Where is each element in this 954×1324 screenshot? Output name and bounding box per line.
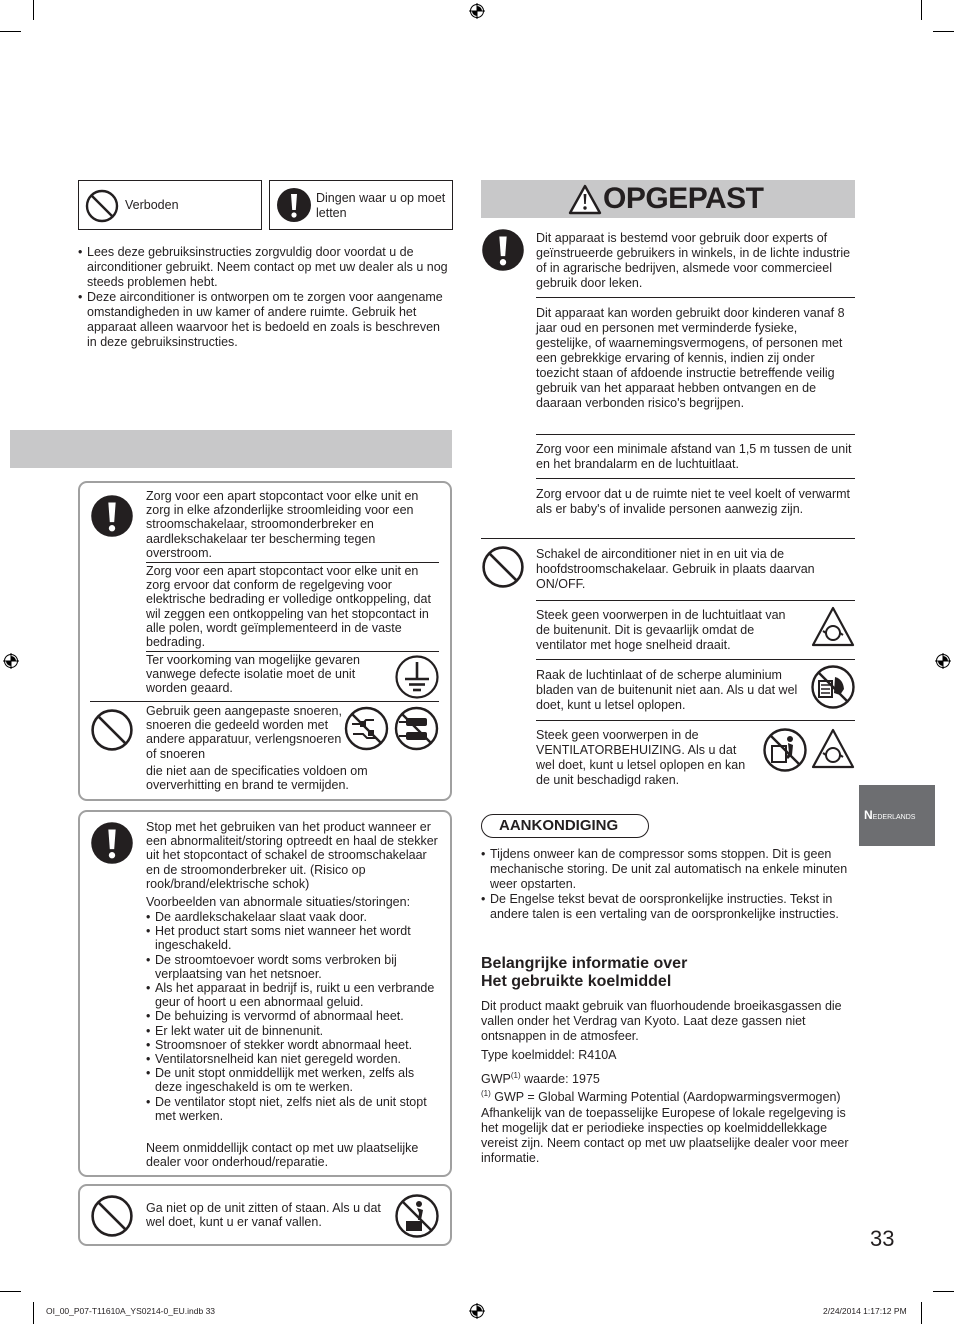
prohibited-icon bbox=[90, 708, 134, 752]
divider bbox=[536, 659, 855, 660]
caution-prohibited-1: Schakel de airconditioner niet in en uit via de hoofdstroomschakelaar. Gebruik in plaats daarvan ON/OFF. bbox=[536, 547, 815, 591]
legend-prohibited-label: Verboden bbox=[125, 198, 179, 212]
footer-date: 2/24/2014 1:17:12 PM bbox=[823, 1306, 907, 1316]
caution-mandatory-4: Zorg ervoor dat u de ruimte niet te veel koelt of verwarmt als er baby's of invalide personen aanwezig zijn. bbox=[536, 487, 851, 516]
warning-triangle-icon bbox=[568, 184, 602, 215]
footer-file: OI_00_P07-T11610A_YS0214-0_EU.indb 33 bbox=[46, 1306, 216, 1316]
intro-bullets bbox=[78, 245, 453, 350]
no-standing-on-unit-icon bbox=[395, 1194, 439, 1238]
list-item: • De Engelse tekst bevat de oorspronkelijke instructies. Tekst in andere talen is een vertaling van de oorspronkelijke instructies. bbox=[481, 892, 851, 922]
panel2-examples bbox=[146, 910, 442, 1123]
list-item: • Als het apparaat in bedrijf is, ruikt u een verbrande geur of hoort u een abnormaal geluid. bbox=[146, 981, 442, 1009]
panel2-examples-heading: Voorbeelden van abnormale situaties/storingen: bbox=[146, 895, 411, 909]
refrigerant-gwp bbox=[481, 1068, 600, 1087]
list-item: • De unit stopt onmiddellijk met werken, zelfs als deze ingeschakeld is om te werken. bbox=[146, 1066, 442, 1094]
prohibited-icon bbox=[85, 189, 119, 223]
divider bbox=[536, 297, 855, 298]
mandatory-icon bbox=[276, 187, 312, 223]
divider bbox=[536, 600, 855, 601]
divider bbox=[536, 478, 855, 479]
fan-hazard-triangle-icon bbox=[811, 728, 855, 770]
language-tab-initial: N bbox=[864, 808, 873, 822]
refrigerant-heading-line-2: Het gebruikte koelmiddel bbox=[481, 973, 672, 990]
list-item: • Er lekt water uit de binnenunit. bbox=[146, 1024, 442, 1038]
prohibited-icon bbox=[481, 545, 525, 589]
section-header-bar bbox=[10, 430, 452, 468]
divider bbox=[536, 434, 855, 435]
panel1-text-2: Zorg voor een apart stopcontact voor elke unit en zorg ervoor dat conform de regelgeving voor elektrische bedrading er volledige ontkoppeling, dat wil zeggen een ontkoppeling van het stopcontact in alle polen, wordt geïmplementeerd in de vaste bedrading. bbox=[146, 564, 431, 650]
panel3-text: Ga niet op de unit zitten of staan. Als u dat wel doet, kunt u er vanaf vallen. bbox=[146, 1201, 381, 1230]
panel2-outro: Neem onmiddellijk contact op met uw plaatselijke dealer voor onderhoud/reparatie. bbox=[146, 1141, 419, 1170]
legend-must-follow-label: Dingen waar u op moet letten bbox=[316, 191, 446, 220]
panel1-text-1: Zorg voor een apart stopcontact voor elke unit en zorg in elke afzonderlijke stroomleiding voor een stroomschakelaar, stroomonderbreker en aardlekschakelaar ter bescherming tegen overstroom. bbox=[146, 489, 419, 560]
registration-mark-left bbox=[3, 653, 19, 669]
caution-header bbox=[481, 180, 855, 218]
panel1-text-4: Gebruik geen aangepaste snoeren, snoeren die gedeeld worden met andere apparatuur, verlengsnoeren of snoeren bbox=[146, 704, 342, 761]
ground-earth-icon bbox=[395, 655, 439, 699]
mandatory-icon bbox=[481, 228, 525, 272]
registration-mark-bottom bbox=[469, 1303, 485, 1319]
list-item: • Tijdens onweer kan de compressor soms stoppen. Dit is geen mechanische storing. De unit zal automatisch na enkele minuten weer opstarten. bbox=[481, 847, 851, 892]
no-objects-in-fan-icon bbox=[763, 728, 807, 772]
gwp-label: GWP bbox=[481, 1072, 511, 1087]
notice-title: AANKONDIGING bbox=[499, 817, 619, 834]
refrigerant-type: Type koelmiddel: R410A bbox=[481, 1048, 617, 1062]
registration-mark-right bbox=[935, 653, 951, 669]
divider bbox=[481, 538, 855, 539]
language-tab bbox=[859, 785, 935, 846]
refrigerant-paragraph-1: Dit product maakt gebruik van fluorhoudende broeikasgassen die vallen onder het Verdrag van Kyoto. Laat deze gassen niet ontsnappen in de atmosfeer. bbox=[481, 999, 842, 1043]
refrigerant-paragraph-2: Afhankelijk van de toepasselijke Europese of lokale regelgeving is het mogelijk dat er periodieke inspecties op koelmiddellekkage vereist zijn. Neem contact op met uw plaatselijke dealer voor meer informatie. bbox=[481, 1106, 849, 1165]
list-item: • De ventilator stopt niet, zelfs niet als de unit stopt met werken. bbox=[146, 1095, 442, 1123]
fan-hazard-triangle-icon bbox=[811, 606, 855, 648]
refrigerant-footnote bbox=[481, 1086, 861, 1105]
caution-prohibited-3: Raak de luchtinlaat of de scherpe aluminium bladen van de buitenunit niet aan. Als u dat wel doet, kunt u letsel oplopen. bbox=[536, 668, 798, 712]
legend-prohibited bbox=[78, 180, 262, 230]
mandatory-icon bbox=[90, 494, 134, 538]
caution-mandatory-3: Zorg voor een minimale afstand van 1,5 m tussen de unit en het brandalarm en de luchtuitlaat. bbox=[536, 442, 852, 471]
list-item: • Lees deze gebruiksinstructies zorgvuldig door voordat u de airconditioner gebruikt. Neem contact op met uw dealer als u nog steeds problemen hebt. bbox=[78, 245, 453, 290]
divider bbox=[146, 651, 439, 652]
mandatory-icon bbox=[90, 821, 134, 865]
divider bbox=[90, 701, 439, 702]
list-item: • Het product start soms niet wanneer het wordt ingeschakeld. bbox=[146, 924, 442, 952]
no-extension-cord-icon bbox=[344, 706, 389, 751]
notice-title-badge bbox=[481, 814, 649, 838]
footnote-superscript: (1) bbox=[481, 1089, 491, 1098]
divider bbox=[146, 562, 439, 563]
page-number: 33 bbox=[870, 1226, 895, 1251]
notice-bullets bbox=[481, 847, 851, 922]
no-touch-fins-icon bbox=[811, 665, 855, 709]
no-shared-outlet-icon bbox=[394, 706, 439, 751]
footnote-text: GWP = Global Warming Potential (Aardopwarmingsvermogen) bbox=[490, 1090, 841, 1105]
gwp-value: waarde: 1975 bbox=[520, 1072, 600, 1087]
refrigerant-heading bbox=[481, 955, 687, 991]
panel2-intro: Stop met het gebruiken van het product wanneer er een abnormaliteit/storing optreedt en haal de stekker uit het stopcontact of schakel de stroomschakelaar en de stroomonderbreker uit. (Risico op rook/brand/elektrische schok) bbox=[146, 820, 438, 891]
caution-mandatory-2: Dit apparaat kan worden gebruikt door kinderen vanaf 8 jaar oud en personen met verminderde fysieke, gestelijke, of waarnemingsvermogens, of personen met een gebrekkige ervaring of kennis, indien zij onder toezicht staan of afdoende instructie betreffende veilig gebruik van het apparaat hebben ontvangen en de daaraan verbonden risico's begrijpen. bbox=[536, 306, 845, 410]
list-item: • De aardlekschakelaar slaat vaak door. bbox=[146, 910, 442, 924]
language-tab-rest: EDERLANDS bbox=[872, 814, 916, 821]
registration-mark-top bbox=[469, 3, 485, 19]
list-item: • Deze airconditioner is ontworpen om te zorgen voor aangename omstandigheden in uw kamer of andere ruimte. Gebruik het apparaat alleen waarvoor het is bedoeld en zoals is beschreven in deze gebruiksinstructies. bbox=[78, 290, 453, 350]
panel1-text-3: Ter voorkoming van mogelijke gevaren vanwege defecte isolatie moet de unit worden geaard. bbox=[146, 653, 360, 696]
caution-mandatory-1: Dit apparaat is bestemd voor gebruik door experts of geïnstrueerde gebruikers in winkels, in de lichte industrie of in agrarische bedrijven, alsmede voor commercieel gebruik door leken. bbox=[536, 231, 851, 290]
list-item: • Stroomsnoer of stekker wordt abnormaal heet. bbox=[146, 1038, 442, 1052]
list-item: • De behuizing is vervormd of abnormaal heet. bbox=[146, 1009, 442, 1023]
legend-must-follow bbox=[269, 180, 453, 230]
caution-prohibited-4: Steek geen voorwerpen in de VENTILATORBEHUIZING. Als u dat wel doet, kunt u letsel oplopen en kan de unit beschadigd raken. bbox=[536, 728, 746, 787]
list-item: • Ventilatorsnelheid kan niet geregeld worden. bbox=[146, 1052, 442, 1066]
list-item: • De stroomtoevoer wordt soms verbroken bij verplaatsing van het netsnoer. bbox=[146, 953, 442, 981]
caution-title: OPGEPAST bbox=[603, 182, 764, 215]
refrigerant-heading-line-1: Belangrijke informatie over bbox=[481, 955, 688, 972]
panel1-text-4b: die niet aan de specificaties voldoen om oververhitting en brand te vermijden. bbox=[146, 764, 368, 793]
caution-prohibited-2: Steek geen voorwerpen in de luchtuitlaat van de buitenunit. Dit is gevaarlijk omdat de ventilator met hoge snelheid draait. bbox=[536, 608, 786, 652]
divider bbox=[536, 720, 855, 721]
gwp-superscript: (1) bbox=[510, 1071, 521, 1080]
language-tab-label bbox=[864, 808, 915, 822]
prohibited-icon bbox=[90, 1194, 134, 1238]
